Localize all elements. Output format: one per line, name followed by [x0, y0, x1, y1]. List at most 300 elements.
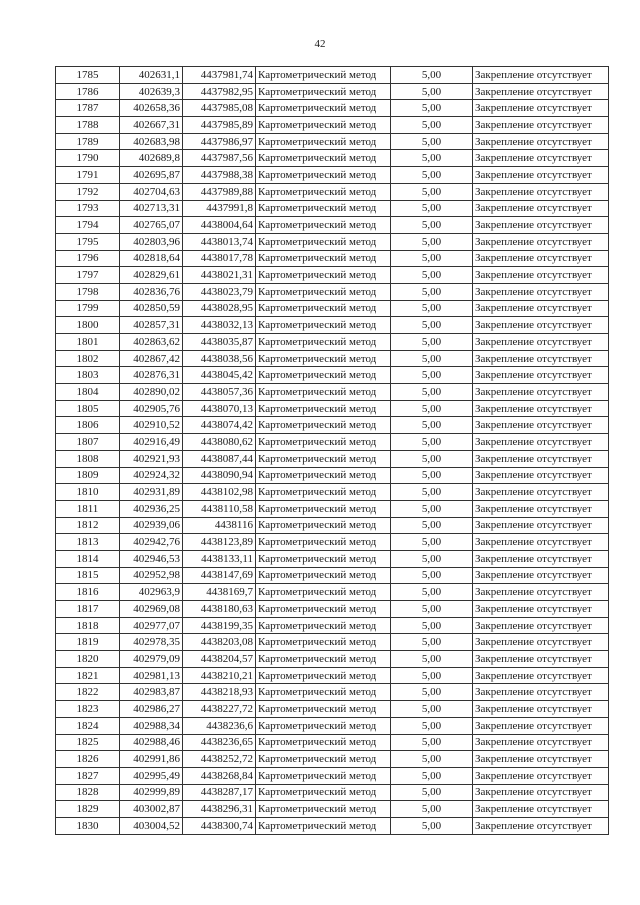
- fixation-cell: Закрепление отсутствует: [473, 67, 609, 84]
- y-coordinate-cell: 4437989,88: [183, 183, 256, 200]
- accuracy-cell: 5,00: [391, 183, 473, 200]
- point-number-cell: 1786: [56, 83, 120, 100]
- method-cell: Картометрический метод: [256, 233, 391, 250]
- accuracy-cell: 5,00: [391, 217, 473, 234]
- point-number-cell: 1797: [56, 267, 120, 284]
- table-row: [56, 384, 609, 401]
- x-coordinate-cell: 402977,07: [120, 617, 183, 634]
- table-row: [56, 801, 609, 818]
- fixation-cell: Закрепление отсутствует: [473, 584, 609, 601]
- table-row: [56, 517, 609, 534]
- fixation-cell: Закрепление отсутствует: [473, 684, 609, 701]
- point-number-cell: 1822: [56, 684, 120, 701]
- point-number-cell: 1787: [56, 100, 120, 117]
- method-cell: Картометрический метод: [256, 83, 391, 100]
- table-row: [56, 567, 609, 584]
- accuracy-cell: 5,00: [391, 484, 473, 501]
- x-coordinate-cell: 402803,96: [120, 233, 183, 250]
- table-row: [56, 100, 609, 117]
- fixation-cell: Закрепление отсутствует: [473, 267, 609, 284]
- method-cell: Картометрический метод: [256, 434, 391, 451]
- point-number-cell: 1830: [56, 817, 120, 834]
- y-coordinate-cell: 4438102,98: [183, 484, 256, 501]
- point-number-cell: 1825: [56, 734, 120, 751]
- point-number-cell: 1793: [56, 200, 120, 217]
- fixation-cell: Закрепление отсутствует: [473, 100, 609, 117]
- method-cell: Картометрический метод: [256, 217, 391, 234]
- table-row: [56, 651, 609, 668]
- fixation-cell: Закрепление отсутствует: [473, 734, 609, 751]
- y-coordinate-cell: 4438296,31: [183, 801, 256, 818]
- point-number-cell: 1815: [56, 567, 120, 584]
- x-coordinate-cell: 402910,52: [120, 417, 183, 434]
- fixation-cell: Закрепление отсутствует: [473, 567, 609, 584]
- point-number-cell: 1785: [56, 67, 120, 84]
- fixation-cell: Закрепление отсутствует: [473, 717, 609, 734]
- accuracy-cell: 5,00: [391, 233, 473, 250]
- accuracy-cell: 5,00: [391, 67, 473, 84]
- y-coordinate-cell: 4438133,11: [183, 550, 256, 567]
- table-row: [56, 667, 609, 684]
- point-number-cell: 1813: [56, 534, 120, 551]
- y-coordinate-cell: 4438268,84: [183, 767, 256, 784]
- point-number-cell: 1801: [56, 334, 120, 351]
- x-coordinate-cell: 402981,13: [120, 667, 183, 684]
- y-coordinate-cell: 4438203,08: [183, 634, 256, 651]
- coordinates-table-body: [56, 67, 609, 835]
- accuracy-cell: 5,00: [391, 250, 473, 267]
- table-row: [56, 417, 609, 434]
- x-coordinate-cell: 402818,64: [120, 250, 183, 267]
- x-coordinate-cell: 402995,49: [120, 767, 183, 784]
- point-number-cell: 1808: [56, 450, 120, 467]
- point-number-cell: 1794: [56, 217, 120, 234]
- method-cell: Картометрический метод: [256, 767, 391, 784]
- x-coordinate-cell: 403004,52: [120, 817, 183, 834]
- x-coordinate-cell: 402999,89: [120, 784, 183, 801]
- point-number-cell: 1791: [56, 167, 120, 184]
- method-cell: Картометрический метод: [256, 684, 391, 701]
- fixation-cell: Закрепление отсутствует: [473, 467, 609, 484]
- y-coordinate-cell: 4438199,35: [183, 617, 256, 634]
- y-coordinate-cell: 4438070,13: [183, 400, 256, 417]
- point-number-cell: 1811: [56, 500, 120, 517]
- fixation-cell: Закрепление отсутствует: [473, 634, 609, 651]
- y-coordinate-cell: 4438032,13: [183, 317, 256, 334]
- point-number-cell: 1805: [56, 400, 120, 417]
- y-coordinate-cell: 4437987,56: [183, 150, 256, 167]
- y-coordinate-cell: 4438218,93: [183, 684, 256, 701]
- x-coordinate-cell: 402836,76: [120, 283, 183, 300]
- x-coordinate-cell: 402876,31: [120, 367, 183, 384]
- point-number-cell: 1823: [56, 701, 120, 718]
- point-number-cell: 1821: [56, 667, 120, 684]
- x-coordinate-cell: 402978,35: [120, 634, 183, 651]
- accuracy-cell: 5,00: [391, 734, 473, 751]
- method-cell: Картометрический метод: [256, 183, 391, 200]
- method-cell: Картометрический метод: [256, 100, 391, 117]
- point-number-cell: 1799: [56, 300, 120, 317]
- fixation-cell: Закрепление отсутствует: [473, 701, 609, 718]
- x-coordinate-cell: 402986,27: [120, 701, 183, 718]
- fixation-cell: Закрепление отсутствует: [473, 484, 609, 501]
- method-cell: Картометрический метод: [256, 500, 391, 517]
- fixation-cell: Закрепление отсутствует: [473, 601, 609, 618]
- method-cell: Картометрический метод: [256, 334, 391, 351]
- fixation-cell: Закрепление отсутствует: [473, 83, 609, 100]
- method-cell: Картометрический метод: [256, 734, 391, 751]
- accuracy-cell: 5,00: [391, 784, 473, 801]
- table-row: [56, 734, 609, 751]
- accuracy-cell: 5,00: [391, 617, 473, 634]
- method-cell: Картометрический метод: [256, 534, 391, 551]
- x-coordinate-cell: 402667,31: [120, 117, 183, 134]
- point-number-cell: 1810: [56, 484, 120, 501]
- table-row: [56, 617, 609, 634]
- x-coordinate-cell: 402921,93: [120, 450, 183, 467]
- fixation-cell: Закрепление отсутствует: [473, 667, 609, 684]
- point-number-cell: 1817: [56, 601, 120, 618]
- y-coordinate-cell: 4437985,89: [183, 117, 256, 134]
- y-coordinate-cell: 4438236,6: [183, 717, 256, 734]
- accuracy-cell: 5,00: [391, 651, 473, 668]
- table-row: [56, 534, 609, 551]
- point-number-cell: 1807: [56, 434, 120, 451]
- table-row: [56, 334, 609, 351]
- table-row: [56, 467, 609, 484]
- x-coordinate-cell: 402931,89: [120, 484, 183, 501]
- x-coordinate-cell: 402765,07: [120, 217, 183, 234]
- x-coordinate-cell: 402924,32: [120, 467, 183, 484]
- accuracy-cell: 5,00: [391, 467, 473, 484]
- method-cell: Картометрический метод: [256, 817, 391, 834]
- accuracy-cell: 5,00: [391, 384, 473, 401]
- fixation-cell: Закрепление отсутствует: [473, 817, 609, 834]
- y-coordinate-cell: 4438210,21: [183, 667, 256, 684]
- x-coordinate-cell: 402704,63: [120, 183, 183, 200]
- fixation-cell: Закрепление отсутствует: [473, 384, 609, 401]
- fixation-cell: Закрепление отсутствует: [473, 500, 609, 517]
- table-row: [56, 217, 609, 234]
- accuracy-cell: 5,00: [391, 267, 473, 284]
- table-row: [56, 200, 609, 217]
- x-coordinate-cell: 402988,46: [120, 734, 183, 751]
- method-cell: Картометрический метод: [256, 300, 391, 317]
- fixation-cell: Закрепление отсутствует: [473, 784, 609, 801]
- y-coordinate-cell: 4438017,78: [183, 250, 256, 267]
- y-coordinate-cell: 4438013,74: [183, 233, 256, 250]
- x-coordinate-cell: 402689,8: [120, 150, 183, 167]
- method-cell: Картометрический метод: [256, 784, 391, 801]
- accuracy-cell: 5,00: [391, 450, 473, 467]
- point-number-cell: 1804: [56, 384, 120, 401]
- table-row: [56, 150, 609, 167]
- fixation-cell: Закрепление отсутствует: [473, 200, 609, 217]
- table-row: [56, 717, 609, 734]
- accuracy-cell: 5,00: [391, 150, 473, 167]
- fixation-cell: Закрепление отсутствует: [473, 450, 609, 467]
- page-number: 42: [314, 38, 326, 50]
- accuracy-cell: 5,00: [391, 684, 473, 701]
- y-coordinate-cell: 4438147,69: [183, 567, 256, 584]
- y-coordinate-cell: 4438169,7: [183, 584, 256, 601]
- method-cell: Картометрический метод: [256, 367, 391, 384]
- fixation-cell: Закрепление отсутствует: [473, 250, 609, 267]
- y-coordinate-cell: 4438090,94: [183, 467, 256, 484]
- y-coordinate-cell: 4438180,63: [183, 601, 256, 618]
- table-row: [56, 167, 609, 184]
- fixation-cell: Закрепление отсутствует: [473, 517, 609, 534]
- coordinates-table: [55, 66, 609, 835]
- x-coordinate-cell: 402829,61: [120, 267, 183, 284]
- method-cell: Картометрический метод: [256, 400, 391, 417]
- point-number-cell: 1796: [56, 250, 120, 267]
- y-coordinate-cell: 4438087,44: [183, 450, 256, 467]
- y-coordinate-cell: 4438021,31: [183, 267, 256, 284]
- x-coordinate-cell: 402639,3: [120, 83, 183, 100]
- method-cell: Картометрический метод: [256, 117, 391, 134]
- table-row: [56, 601, 609, 618]
- point-number-cell: 1789: [56, 133, 120, 150]
- y-coordinate-cell: 4437985,08: [183, 100, 256, 117]
- accuracy-cell: 5,00: [391, 751, 473, 768]
- method-cell: Картометрический метод: [256, 133, 391, 150]
- accuracy-cell: 5,00: [391, 117, 473, 134]
- point-number-cell: 1798: [56, 283, 120, 300]
- fixation-cell: Закрепление отсутствует: [473, 434, 609, 451]
- point-number-cell: 1812: [56, 517, 120, 534]
- accuracy-cell: 5,00: [391, 167, 473, 184]
- accuracy-cell: 5,00: [391, 601, 473, 618]
- accuracy-cell: 5,00: [391, 667, 473, 684]
- method-cell: Картометрический метод: [256, 200, 391, 217]
- x-coordinate-cell: 402946,53: [120, 550, 183, 567]
- method-cell: Картометрический метод: [256, 267, 391, 284]
- accuracy-cell: 5,00: [391, 534, 473, 551]
- table-row: [56, 117, 609, 134]
- point-number-cell: 1824: [56, 717, 120, 734]
- accuracy-cell: 5,00: [391, 417, 473, 434]
- accuracy-cell: 5,00: [391, 567, 473, 584]
- table-row: [56, 784, 609, 801]
- fixation-cell: Закрепление отсутствует: [473, 217, 609, 234]
- x-coordinate-cell: 402991,86: [120, 751, 183, 768]
- x-coordinate-cell: 402863,62: [120, 334, 183, 351]
- method-cell: Картометрический метод: [256, 150, 391, 167]
- x-coordinate-cell: 402983,87: [120, 684, 183, 701]
- method-cell: Картометрический метод: [256, 350, 391, 367]
- fixation-cell: Закрепление отсутствует: [473, 183, 609, 200]
- method-cell: Картометрический метод: [256, 283, 391, 300]
- method-cell: Картометрический метод: [256, 801, 391, 818]
- accuracy-cell: 5,00: [391, 317, 473, 334]
- accuracy-cell: 5,00: [391, 334, 473, 351]
- accuracy-cell: 5,00: [391, 584, 473, 601]
- method-cell: Картометрический метод: [256, 651, 391, 668]
- x-coordinate-cell: 402867,42: [120, 350, 183, 367]
- method-cell: Картометрический метод: [256, 517, 391, 534]
- y-coordinate-cell: 4438252,72: [183, 751, 256, 768]
- x-coordinate-cell: 402631,1: [120, 67, 183, 84]
- x-coordinate-cell: 402695,87: [120, 167, 183, 184]
- point-number-cell: 1788: [56, 117, 120, 134]
- y-coordinate-cell: 4438057,36: [183, 384, 256, 401]
- accuracy-cell: 5,00: [391, 367, 473, 384]
- fixation-cell: Закрепление отсутствует: [473, 751, 609, 768]
- table-row: [56, 450, 609, 467]
- table-row: [56, 133, 609, 150]
- accuracy-cell: 5,00: [391, 801, 473, 818]
- point-number-cell: 1790: [56, 150, 120, 167]
- x-coordinate-cell: 402916,49: [120, 434, 183, 451]
- y-coordinate-cell: 4438028,95: [183, 300, 256, 317]
- table-row: [56, 83, 609, 100]
- point-number-cell: 1827: [56, 767, 120, 784]
- x-coordinate-cell: 402939,06: [120, 517, 183, 534]
- fixation-cell: Закрепление отсутствует: [473, 617, 609, 634]
- point-number-cell: 1803: [56, 367, 120, 384]
- accuracy-cell: 5,00: [391, 400, 473, 417]
- y-coordinate-cell: 4438074,42: [183, 417, 256, 434]
- y-coordinate-cell: 4438035,87: [183, 334, 256, 351]
- y-coordinate-cell: 4437982,95: [183, 83, 256, 100]
- y-coordinate-cell: 4438110,58: [183, 500, 256, 517]
- x-coordinate-cell: 403002,87: [120, 801, 183, 818]
- y-coordinate-cell: 4438004,64: [183, 217, 256, 234]
- fixation-cell: Закрепление отсутствует: [473, 233, 609, 250]
- y-coordinate-cell: 4437988,38: [183, 167, 256, 184]
- x-coordinate-cell: 402850,59: [120, 300, 183, 317]
- fixation-cell: Закрепление отсутствует: [473, 150, 609, 167]
- accuracy-cell: 5,00: [391, 634, 473, 651]
- y-coordinate-cell: 4438080,62: [183, 434, 256, 451]
- accuracy-cell: 5,00: [391, 200, 473, 217]
- x-coordinate-cell: 402890,02: [120, 384, 183, 401]
- point-number-cell: 1814: [56, 550, 120, 567]
- accuracy-cell: 5,00: [391, 300, 473, 317]
- fixation-cell: Закрепление отсутствует: [473, 801, 609, 818]
- y-coordinate-cell: 4438227,72: [183, 701, 256, 718]
- fixation-cell: Закрепление отсутствует: [473, 550, 609, 567]
- table-row: [56, 584, 609, 601]
- point-number-cell: 1802: [56, 350, 120, 367]
- x-coordinate-cell: 402988,34: [120, 717, 183, 734]
- y-coordinate-cell: 4438123,89: [183, 534, 256, 551]
- method-cell: Картометрический метод: [256, 417, 391, 434]
- point-number-cell: 1819: [56, 634, 120, 651]
- accuracy-cell: 5,00: [391, 550, 473, 567]
- point-number-cell: 1818: [56, 617, 120, 634]
- fixation-cell: Закрепление отсутствует: [473, 167, 609, 184]
- x-coordinate-cell: 402979,09: [120, 651, 183, 668]
- y-coordinate-cell: 4438236,65: [183, 734, 256, 751]
- table-row: [56, 817, 609, 834]
- method-cell: Картометрический метод: [256, 450, 391, 467]
- x-coordinate-cell: 402952,98: [120, 567, 183, 584]
- fixation-cell: Закрепление отсутствует: [473, 300, 609, 317]
- x-coordinate-cell: 402963,9: [120, 584, 183, 601]
- method-cell: Картометрический метод: [256, 701, 391, 718]
- point-number-cell: 1820: [56, 651, 120, 668]
- y-coordinate-cell: 4437991,8: [183, 200, 256, 217]
- y-coordinate-cell: 4437986,97: [183, 133, 256, 150]
- y-coordinate-cell: 4438300,74: [183, 817, 256, 834]
- table-row: [56, 701, 609, 718]
- method-cell: Картометрический метод: [256, 717, 391, 734]
- y-coordinate-cell: 4438023,79: [183, 283, 256, 300]
- y-coordinate-cell: 4438038,56: [183, 350, 256, 367]
- fixation-cell: Закрепление отсутствует: [473, 317, 609, 334]
- method-cell: Картометрический метод: [256, 484, 391, 501]
- y-coordinate-cell: 4438116: [183, 517, 256, 534]
- table-row: [56, 283, 609, 300]
- x-coordinate-cell: 402969,08: [120, 601, 183, 618]
- fixation-cell: Закрепление отсутствует: [473, 334, 609, 351]
- method-cell: Картометрический метод: [256, 617, 391, 634]
- table-row: [56, 267, 609, 284]
- x-coordinate-cell: 402942,76: [120, 534, 183, 551]
- x-coordinate-cell: 402713,31: [120, 200, 183, 217]
- y-coordinate-cell: 4438045,42: [183, 367, 256, 384]
- table-row: [56, 350, 609, 367]
- x-coordinate-cell: 402658,36: [120, 100, 183, 117]
- fixation-cell: Закрепление отсутствует: [473, 133, 609, 150]
- accuracy-cell: 5,00: [391, 83, 473, 100]
- y-coordinate-cell: 4438287,17: [183, 784, 256, 801]
- x-coordinate-cell: 402905,76: [120, 400, 183, 417]
- method-cell: Картометрический метод: [256, 467, 391, 484]
- accuracy-cell: 5,00: [391, 434, 473, 451]
- method-cell: Картометрический метод: [256, 584, 391, 601]
- table-row: [56, 300, 609, 317]
- fixation-cell: Закрепление отсутствует: [473, 350, 609, 367]
- table-row: [56, 684, 609, 701]
- table-row: [56, 751, 609, 768]
- fixation-cell: Закрепление отсутствует: [473, 400, 609, 417]
- point-number-cell: 1800: [56, 317, 120, 334]
- accuracy-cell: 5,00: [391, 817, 473, 834]
- method-cell: Картометрический метод: [256, 550, 391, 567]
- point-number-cell: 1809: [56, 467, 120, 484]
- accuracy-cell: 5,00: [391, 500, 473, 517]
- table-row: [56, 250, 609, 267]
- point-number-cell: 1828: [56, 784, 120, 801]
- x-coordinate-cell: 402936,25: [120, 500, 183, 517]
- table-row: [56, 233, 609, 250]
- table-row: [56, 550, 609, 567]
- point-number-cell: 1829: [56, 801, 120, 818]
- point-number-cell: 1826: [56, 751, 120, 768]
- method-cell: Картометрический метод: [256, 67, 391, 84]
- table-row: [56, 767, 609, 784]
- table-row: [56, 367, 609, 384]
- fixation-cell: Закрепление отсутствует: [473, 534, 609, 551]
- method-cell: Картометрический метод: [256, 667, 391, 684]
- accuracy-cell: 5,00: [391, 350, 473, 367]
- point-number-cell: 1792: [56, 183, 120, 200]
- method-cell: Картометрический метод: [256, 384, 391, 401]
- accuracy-cell: 5,00: [391, 701, 473, 718]
- table-row: [56, 484, 609, 501]
- accuracy-cell: 5,00: [391, 283, 473, 300]
- x-coordinate-cell: 402857,31: [120, 317, 183, 334]
- fixation-cell: Закрепление отсутствует: [473, 367, 609, 384]
- accuracy-cell: 5,00: [391, 133, 473, 150]
- table-row: [56, 634, 609, 651]
- table-row: [56, 434, 609, 451]
- table-row: [56, 67, 609, 84]
- method-cell: Картометрический метод: [256, 167, 391, 184]
